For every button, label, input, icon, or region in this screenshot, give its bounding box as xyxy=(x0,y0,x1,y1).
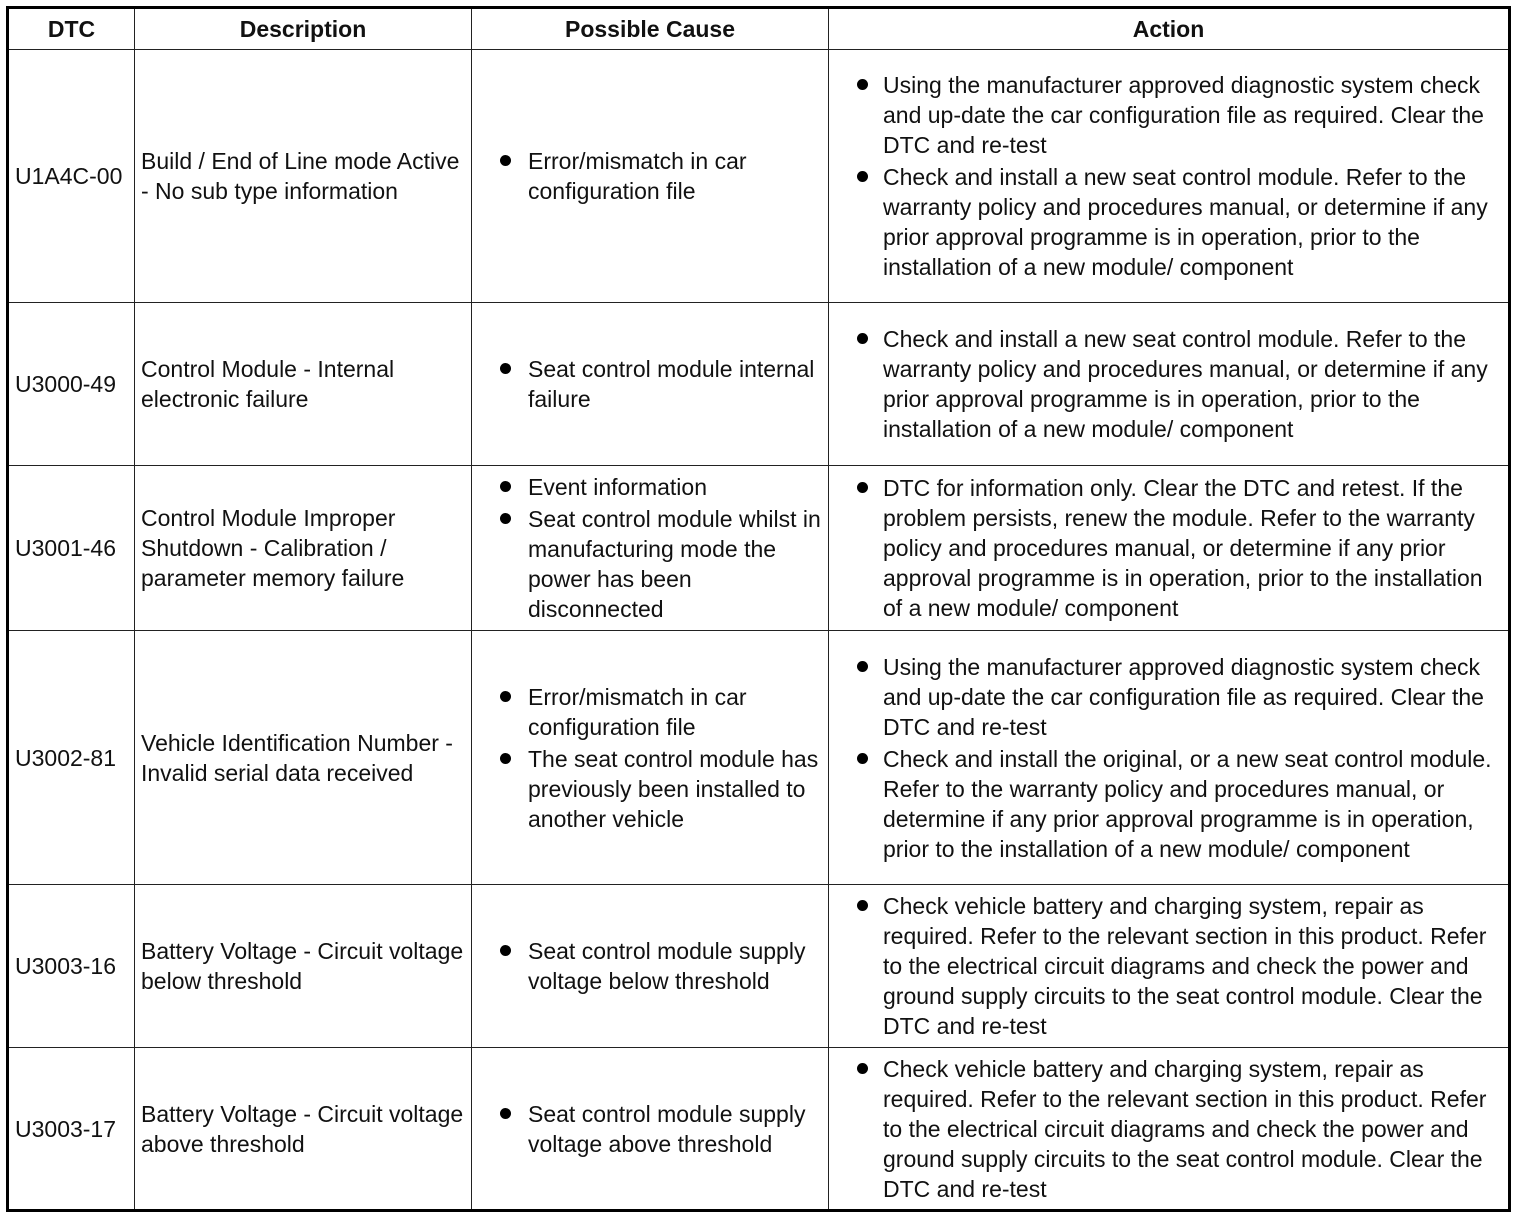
action-item: DTC for information only. Clear the DTC and retest. If the problem persists, renew the module. Refer to the warranty policy and procedures manual, or determine if any prior approval programme is in operation, prior to the installation of a new module/ component xyxy=(835,473,1502,623)
action-item: Using the manufacturer approved diagnostic system check and up-date the car configuration file as required. Clear the DTC and re-test xyxy=(835,70,1502,160)
action-item: Check vehicle battery and charging system, repair as required. Refer to the relevant section in this product. Refer to the electrical circuit diagrams and check the power and ground supply circuits to the seat control module. Clear the DTC and re-test xyxy=(835,891,1502,1041)
dtc-code: U3001-46 xyxy=(8,466,135,631)
table-row xyxy=(8,631,1510,885)
possible-cause-cell xyxy=(472,303,829,466)
action-list xyxy=(835,652,1502,864)
cause-list xyxy=(478,936,822,996)
dtc-code: U3002-81 xyxy=(8,631,135,885)
dtc-code: U3000-49 xyxy=(8,303,135,466)
header-action: Action xyxy=(829,8,1510,50)
action-cell xyxy=(829,50,1510,303)
action-list xyxy=(835,324,1502,444)
table-row xyxy=(8,1048,1510,1211)
action-list xyxy=(835,473,1502,623)
dtc-table xyxy=(6,6,1511,1212)
action-cell xyxy=(829,303,1510,466)
dtc-description: Battery Voltage - Circuit voltage below threshold xyxy=(135,885,472,1048)
header-possible-cause: Possible Cause xyxy=(472,8,829,50)
table-row xyxy=(8,50,1510,303)
cause-item: Event information xyxy=(478,472,822,502)
cause-list xyxy=(478,472,822,624)
action-list xyxy=(835,1054,1502,1204)
possible-cause-cell xyxy=(472,631,829,885)
cause-item: Error/mismatch in car configuration file xyxy=(478,682,822,742)
table-header xyxy=(8,8,1510,50)
cause-item: Seat control module whilst in manufacturing mode the power has been disconnected xyxy=(478,504,822,624)
possible-cause-cell xyxy=(472,50,829,303)
cause-item: Seat control module supply voltage below threshold xyxy=(478,936,822,996)
header-description: Description xyxy=(135,8,472,50)
dtc-code: U3003-16 xyxy=(8,885,135,1048)
cause-item: Seat control module internal failure xyxy=(478,354,822,414)
dtc-description: Vehicle Identification Number - Invalid serial data received xyxy=(135,631,472,885)
action-item: Check and install a new seat control module. Refer to the warranty policy and procedures manual, or determine if any prior approval programme is in operation, prior to the installation of a new module/ component xyxy=(835,162,1502,282)
table-row xyxy=(8,466,1510,631)
header-row xyxy=(8,8,1510,50)
action-item: Check and install the original, or a new seat control module. Refer to the warranty policy and procedures manual, or determine if any prior approval programme is in operation, prior to the installation of a new module/ component xyxy=(835,744,1502,864)
cause-item: Error/mismatch in car configuration file xyxy=(478,146,822,206)
table-row xyxy=(8,303,1510,466)
cause-item: The seat control module has previously been installed to another vehicle xyxy=(478,744,822,834)
cause-list xyxy=(478,682,822,834)
dtc-code: U1A4C-00 xyxy=(8,50,135,303)
cause-list xyxy=(478,354,822,414)
action-list xyxy=(835,891,1502,1041)
header-dtc: DTC xyxy=(8,8,135,50)
dtc-description: Build / End of Line mode Active - No sub type information xyxy=(135,50,472,303)
table-row xyxy=(8,885,1510,1048)
action-cell xyxy=(829,885,1510,1048)
table-body xyxy=(8,50,1510,1211)
cause-item: Seat control module supply voltage above threshold xyxy=(478,1099,822,1159)
dtc-code: U3003-17 xyxy=(8,1048,135,1211)
action-cell xyxy=(829,631,1510,885)
cause-list xyxy=(478,146,822,206)
action-item: Using the manufacturer approved diagnostic system check and up-date the car configuration file as required. Clear the DTC and re-test xyxy=(835,652,1502,742)
action-cell xyxy=(829,466,1510,631)
possible-cause-cell xyxy=(472,1048,829,1211)
cause-list xyxy=(478,1099,822,1159)
possible-cause-cell xyxy=(472,466,829,631)
action-item: Check vehicle battery and charging system, repair as required. Refer to the relevant section in this product. Refer to the electrical circuit diagrams and check the power and ground supply circuits to the seat control module. Clear the DTC and re-test xyxy=(835,1054,1502,1204)
possible-cause-cell xyxy=(472,885,829,1048)
action-cell xyxy=(829,1048,1510,1211)
action-list xyxy=(835,70,1502,282)
dtc-description: Control Module - Internal electronic failure xyxy=(135,303,472,466)
dtc-description: Control Module Improper Shutdown - Calibration / parameter memory failure xyxy=(135,466,472,631)
action-item: Check and install a new seat control module. Refer to the warranty policy and procedures manual, or determine if any prior approval programme is in operation, prior to the installation of a new module/ component xyxy=(835,324,1502,444)
dtc-description: Battery Voltage - Circuit voltage above threshold xyxy=(135,1048,472,1211)
